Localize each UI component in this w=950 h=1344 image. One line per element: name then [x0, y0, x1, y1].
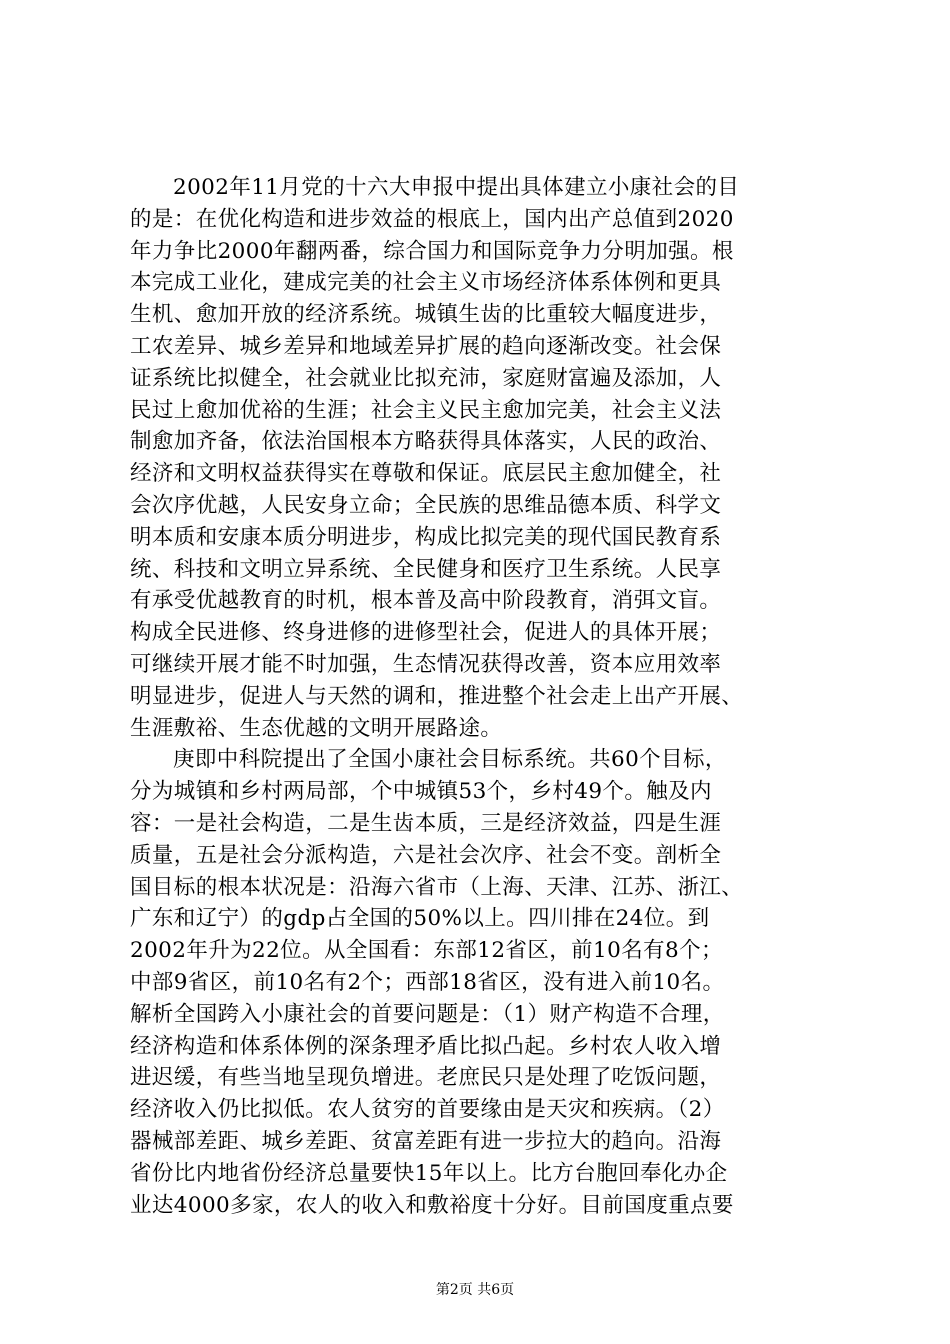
page-number-footer: 第2页 共6页	[435, 1282, 515, 1298]
paragraph-1-line: 民过上愈加优裕的生涯；社会主义民主愈加完美，社会主义法	[130, 397, 722, 423]
paragraph-1-line: 制愈加齐备，依法治国根本方略获得具体落实，人民的政治、	[130, 429, 722, 455]
paragraph-2-line: 2002年升为22位。从全国看：东部12省区，前10名有8个；	[130, 938, 723, 964]
paragraph-1-line: 经济和文明权益获得实在尊敬和保证。底层民主愈加健全，社	[130, 461, 722, 487]
paragraph-2-line: 省份比内地省份经济总量要快15年以上。比方台胞回奉化办企	[130, 1160, 728, 1186]
paragraph-2-line: 国目标的根本状况是：沿海六省市（上海、天津、江苏、浙江、	[130, 874, 744, 900]
paragraph-1-line: 2002年11月党的十六大申报中提出具体建立小康社会的目	[173, 175, 740, 200]
paragraph-1-line: 的是：在优化构造和进步效益的根底上，国内出产总值到2020	[130, 206, 734, 232]
paragraph-1-line: 构成全民进修、终身进修的进修型社会，促进人的具体开展；	[130, 620, 722, 646]
paragraph-1-line: 会次序优越，人民安身立命；全民族的思维品德本质、科学文	[130, 492, 722, 518]
body-text	[130, 172, 830, 1221]
paragraph-1-line: 生机、愈加开放的经济系统。城镇生齿的比重较大幅度进步，	[130, 302, 722, 328]
paragraph-2-line: 经济构造和体系体例的深条理矛盾比拟凸起。乡村农人收入增	[130, 1033, 722, 1059]
paragraph-2-line: 分为城镇和乡村两局部，个中城镇53个，乡村49个。触及内	[130, 779, 712, 805]
paragraph-1-line: 有承受优越教育的时机，根本普及高中阶段教育，消弭文盲。	[130, 588, 722, 614]
paragraph-1-line: 明显进步，促进人与天然的调和，推进整个社会走上出产开展、	[130, 683, 744, 709]
paragraph-1-line: 本完成工业化，建成完美的社会主义市场经济体系体例和更具	[130, 270, 722, 296]
paragraph-2-line: 广东和辽宁）的gdp占全国的50%以上。四川排在24位。到	[130, 906, 710, 932]
paragraph-1-line: 年力争比2000年翻两番，综合国力和国际竞争力分明加强。根	[130, 238, 734, 264]
paragraph-2-line: 中部9省区，前10名有2个；西部18省区，没有进入前10名。	[130, 969, 725, 995]
paragraph-1-line: 证系统比拟健全，社会就业比拟充沛，家庭财富遍及添加，人	[130, 365, 722, 391]
paragraph-1-line: 生涯敷裕、生态优越的文明开展路途。	[130, 715, 503, 741]
paragraph-2-line: 进迟缓，有些当地呈现负增进。老庶民只是处理了吃饭问题，	[130, 1065, 722, 1091]
paragraph-2-line: 容：一是社会构造，二是生齿本质，三是经济效益，四是生涯	[130, 810, 722, 836]
paragraph-1-line: 工农差异、城乡差异和地域差异扩展的趋向逐渐改变。社会保	[130, 333, 722, 359]
paragraph-2-line: 器械部差距、城乡差距、贫富差距有进一步拉大的趋向。沿海	[130, 1128, 722, 1154]
paragraph-1-line: 统、科技和文明立异系统、全民健身和医疗卫生系统。人民享	[130, 556, 722, 582]
paragraph-2-line: 业达4000多家，农人的收入和敷裕度十分好。目前国度重点要	[130, 1192, 734, 1218]
paragraph-2-line: 质量，五是社会分派构造，六是社会次序、社会不变。剖析全	[130, 842, 722, 868]
paragraph-2-line: 经济收入仍比拟低。农人贫穷的首要缘由是天灾和疾病。（2）	[130, 1097, 725, 1123]
paragraph-2-line: 庚即中科院提出了全国小康社会目标系统。共60个目标，	[173, 747, 727, 773]
paragraph-1-line: 明本质和安康本质分明进步，构成比拟完美的现代国民教育系	[130, 524, 722, 550]
paragraph-1-line: 可继续开展才能不时加强，生态情况获得改善，资本应用效率	[130, 651, 722, 677]
paragraph-2-line: 解析全国跨入小康社会的首要问题是：（1）财产构造不合理，	[130, 1001, 725, 1027]
